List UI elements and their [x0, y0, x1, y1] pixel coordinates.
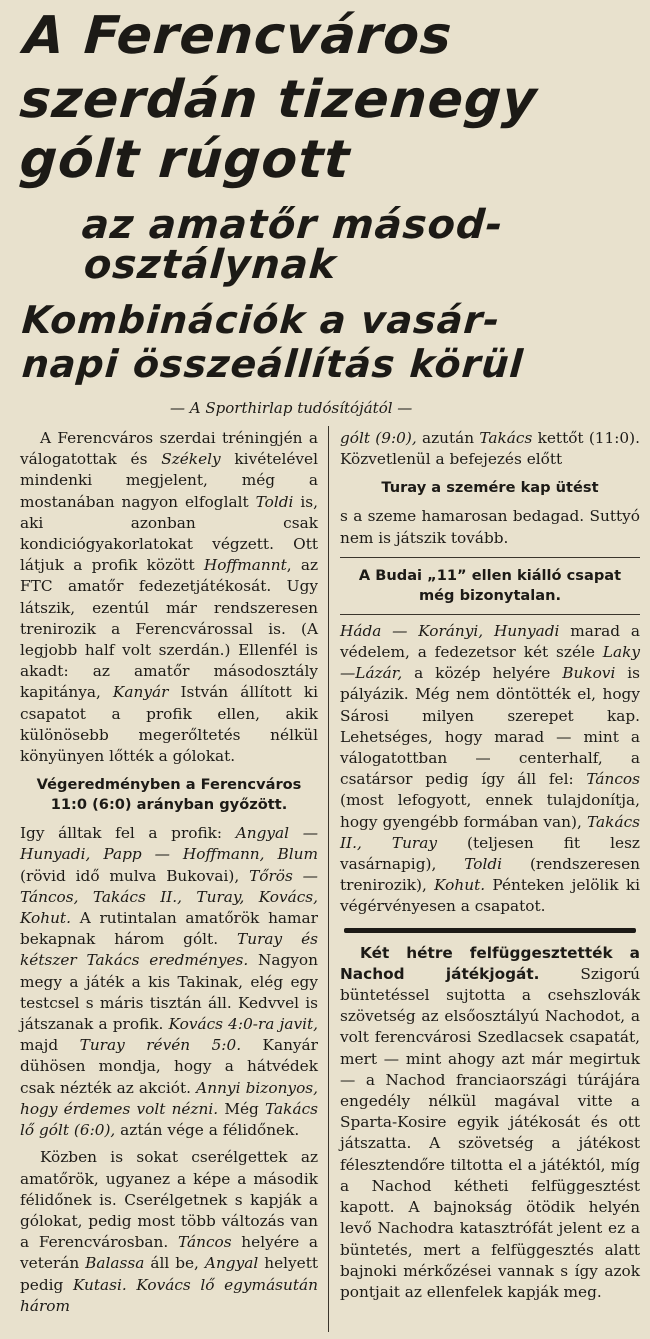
right-subheading-2: A Budai „11” ellen kiálló csapat még bizonytalan. [358, 566, 622, 604]
byline: — A Sporthirlap tudósítójától — [170, 399, 413, 417]
left-paragraph-1: A Ferencváros szerdai tréningjén a válogatottak és Székely kivételével mindenki megjelent, még a mostanában nagyon elfoglalt Toldi is, aki azonban csak kondiciógyakorlatokat végzett. Ott látjuk a profik között Hoffmannt, az FTC amatőr fedezetjátékosát. Ugy látszik, ezentúl már rendszeresen trenirozik a Ferencvárossal is. (A legjobb half volt szerdán.) Ellenfél is akadt: az amatőr másodosztály kapitánya, Kanyár István állított ki csapatot a profik ellen, akik különösebb megerőltetés nélkül könyünyen lőtték a gólokat. [20, 429, 319, 766]
deck-line-2: napi összeállítás körül [20, 342, 526, 386]
right-paragraph-2: s a szeme hamarosan bedagad. Suttyó nem is játszik tovább. [340, 507, 640, 547]
thin-rule [340, 557, 640, 558]
right-column [340, 428, 640, 1303]
subheadline-line-1: az amatőr másod- [80, 202, 505, 248]
right-subheading-1: Turay a szemére kap ütést [381, 479, 599, 497]
right-paragraph-3: Háda — Korányi, Hunyadi marad a védelem, a fedezetsor két széle Laky—Lázár, a közép helyére Bukovi is pályázik. Még nem döntötték el, hogy Sárosi milyen szerepet kap. Lehetséges, hogy marad — mint a válogatottban — centerhalf, a csatársor pedig így áll fel: Táncos (most lefogyott, ennek tulajdonítja, hogy gyengébb formában van), Takács II., Turay (teljesen fit lesz vasárnapig), Toldi (rendszeresen trenirozik), Kohut. Pénteken jelölik ki végérvényesen a csapatot. [340, 621, 641, 916]
column-divider [328, 426, 329, 1332]
section-separator-rule [344, 928, 636, 933]
left-subheading-1: Végeredményben a Ferencváros 11:0 (6:0) arányban győzött. [36, 776, 302, 814]
right-paragraph-1: gólt (9:0), azután Takács kettőt (11:0). Közvetlenül a befejezés előtt [340, 429, 640, 469]
headline-line-2: szerdán tizenegy [17, 70, 540, 130]
headline-line-1: A Ferencváros [21, 6, 455, 66]
thin-rule-2 [340, 614, 640, 615]
left-paragraph-2: Igy álltak fel a profik: Angyal — Hunyadi, Papp — Hoffmann, Blum (rövid idő mulva Bukovai), Tőrös — Táncos, Takács II., Turay, Kovács, Kohut. A rutintalan amatőrök hamar bekapnak három gólt. Turay és kétszer Takács eredményes. Nagyon megy a játék a kis Takinak, elég egy testcsel s máris tisztán áll. Kedvvel is játszanak a profik. Kovács 4:0-ra javit, majd Turay révén 5:0. Kanyár dühösen mondja, hogy a hátvédek csak nézték az akciót. Annyi bizonyos, hogy érdemes volt nézni. Még Takács lő gólt (6:0), aztán vége a félidőnek. [20, 824, 318, 1140]
deck-line-1: Kombinációk a vasár- [20, 298, 502, 342]
right-paragraph-4: Két hétre felfüggesztették a Nachod játékjogát. Szigorú büntetéssel sujtotta a csehszlovák szövetség az elsőosztályú Nachodot, a volt ferencvárosi Szedlacsek csapatát, mert — mint ahogy azt már megirtuk — a Nachod franciaországi túrájára engedély nélkül magával vitte a Sparta-Kosire egyik játékosát és ott játszatta. A szövetség a játékost félesztendőre tiltotta el a játéktól, míg a Nachod kétheti felfüggesztést kapott. A bajnokság ötödik helyén levő Nachodra katasztrófát jelent ez a büntetés, mert a felfüggesztés alatt bajnoki mérkőzései vannak s így azok pontjait az ellenfelek kapják meg. [340, 943, 640, 1301]
left-column [20, 428, 318, 1317]
subheadline-line-2: osztálynak [82, 242, 339, 288]
left-paragraph-3: Közben is sokat cserélgettek az amatőrök, ugyanez a képe a második félidőnek is. Cserélgetnek s kapják a gólokat, pedig most több változás van a Ferencvárosban. Táncos helyére a veterán Balassa áll be, Angyal helyett pedig Kutasi. Kovács lő egymásután három [20, 1148, 319, 1315]
headline-line-3: gólt rúgott [17, 130, 353, 190]
